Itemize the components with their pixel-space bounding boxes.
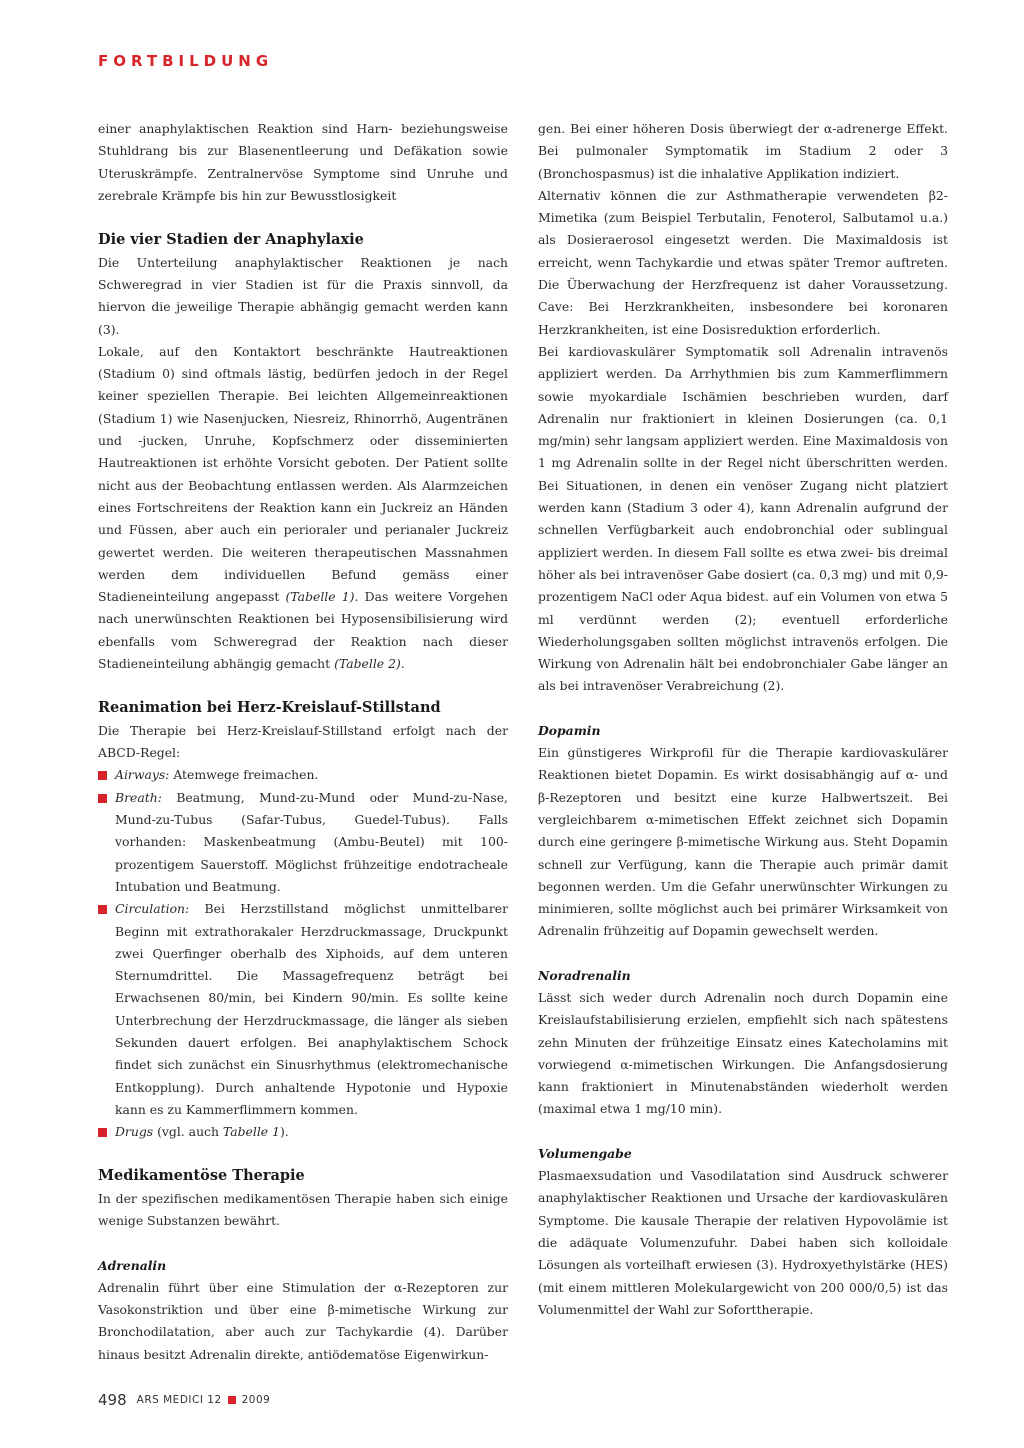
bullet-drugs — [98, 1121, 508, 1143]
bullet-airways — [98, 764, 508, 786]
heading-volumengabe: Volumengabe — [538, 1145, 632, 1161]
bullet-text: Bei Herzstillstand möglichst unmittelbarer Beginn mit extrathorakaler Herzdruckmassage, Druckpunkt zwei Querfinger oberhalb des Xiphoids, auf dem unteren Sternumdrittel. Die Massagefrequenz beträgt bei Erwachsenen 80/min, bei Kindern 90/min. Es sollte keine Unterbrechung der Herzdruckmassage, die länger als sieben Sekunden dauert erfolgen. Bei anaphylaktischem Schock findet sich zunächst ein Sinusrhythmus (elektromechanische Entkopplung). Durch anhaltende Hypotonie und Hypoxie kann es zu Kammerflimmern kommen. — [115, 901, 508, 1117]
bullet-square-icon — [98, 771, 107, 780]
heading-adrenalin: Adrenalin — [98, 1257, 167, 1273]
paragraph-dopamin: Ein günstigeres Wirkprofil für die Therapie kardiovaskulärer Reaktionen bietet Dopamin. Es wirkt dosisabhängig auf α- und β-Rezeptoren und besitzt eine kurze Halbwertszeit. Bei vergleichbarem α-mimetischen Effekt zeichnet sich Dopamin durch eine geringere β-mimetische Wirkung aus. Steht Dopamin schnell zur Verfügung, kann die Therapie auch primär damit begonnen werden. Um die Gefahr unerwünschter Wirkungen zu minimieren, sollte möglichst auch bei primärer Wirksamkeit von Adrenalin frühzeitig auf Dopamin gewechselt werden. — [538, 745, 948, 939]
section-header: FORTBILDUNG — [98, 52, 274, 70]
bullet-text: Beatmung, Mund-zu-Mund oder Mund-zu-Nase, Mund-zu-Tubus (Safar-Tubus, Guedel-Tubus). Falls vorhanden: Maskenbeatmung (Ambu-Beutel) mit 100-prozentigem Sauerstoff. Möglichst frühzeitige endotracheale Intubation und Beatmung. — [115, 789, 508, 894]
heading-reanimation: Reanimation bei Herz-Kreislauf-Stillstand — [98, 699, 441, 717]
paragraph-intro: einer anaphylaktischen Reaktion sind Harn- beziehungsweise Stuhldrang bis zur Blasenentleerung und Defäkation sowie Uteruskrämpfe. Zentralnervöse Symptome sind Unruhe und zerebrale Krämpfe bis hin zur Bewusstlosigkeit — [98, 121, 508, 203]
paragraph-adrenalin-cont-2: Alternativ können die zur Asthmatherapie verwendeten β2-Mimetika (zum Beispiel Terbutalin, Fenoterol, Salbutamol u.a.) als Dosieraerosol eingesetzt werden. Die Maximaldosis ist erreicht, wenn Tachykardie und etwas später Tremor auftreten. Die Überwachung der Herzfrequenz ist daher Voraussetzung. Cave: Bei Herzkrankheiten, insbesondere bei koronaren Herzkrankheiten, ist eine Dosisreduktion erforderlich. — [538, 187, 948, 337]
bullet-square-icon — [98, 794, 107, 803]
paragraph-noradrenalin: Lässt sich weder durch Adrenalin noch durch Dopamin eine Kreislaufstabilisierung erzielen, empfiehlt sich nach spätestens zehn Minuten der frühzeitige Einsatz eines Katecholamins mit vorwiegend α-mimetischen Wirkungen. Die Anfangsdosierung kann fraktioniert in Minutenabständen wiederholt werden (maximal etwa 1 mg/10 min). — [538, 989, 948, 1117]
stadien-text-b: . Das weitere Vorgehen nach unerwünschten Reaktionen bei Hyposensibilisierung wird ebenfalls vom Schweregrad der Reaktion nach dieser Stadieneinteilung abhängig gemacht — [98, 589, 508, 672]
stadien-text-c: . — [400, 656, 405, 672]
journal-year: 2009 — [241, 1394, 271, 1406]
page-footer — [98, 1391, 270, 1409]
heading-medikamentoese: Medikamentöse Therapie — [98, 1167, 305, 1185]
page-number: 498 — [98, 1391, 127, 1409]
paragraph-stadien-1: Die Unterteilung anaphylaktischer Reaktionen je nach Schweregrad in vier Stadien ist für die Praxis sinnvoll, da hiervon die jeweilige Therapie abhängig gemacht werden kann (3). — [98, 254, 508, 337]
paragraph-adrenalin-cont-3: Bei kardiovaskulärer Symptomatik soll Adrenalin intravenös appliziert werden. Da Arrhythmien bis zum Kammerflimmern sowie myokardiale Ischämien beschrieben wurden, darf Adrenalin nur fraktioniert in kleinen Dosierungen (ca. 0,1 mg/min) sehr langsam appliziert werden. Eine Maximaldosis von 1 mg Adrenalin sollte in der Regel nicht überschritten werden. Bei Situationen, in denen ein venöser Zugang nicht platziert werden kann (Stadium 3 oder 4), kann Adrenalin aufgrund der schnellen Verfügbarkeit auch endobronchial oder sublingual appliziert werden. In diesem Fall sollte es etwa zwei- bis dreimal höher als bei intravenöser Gabe dosiert (ca. 0,3 mg) und mit 0,9-prozentigem NaCl oder Aqua bidest. auf ein Volumen von etwa 5 ml verdünnt werden (2); eventuell erforderliche Wiederholungsgaben sollten möglichst intravenös erfolgen. Die Wirkung von Adrenalin hält bei endobronchialer Gabe länger an als bei intravenöser Verabreichung (2). — [538, 343, 948, 694]
paragraph-adrenalin-cont-1: gen. Bei einer höheren Dosis überwiegt der α-adrenerge Effekt. Bei pulmonaler Symptomatik im Stadium 2 oder 3 (Bronchospasmus) ist die inhalative Applikation indiziert. — [538, 121, 948, 181]
bullet-square-icon — [98, 1128, 107, 1137]
bullet-text: (vgl. auch — [153, 1124, 223, 1140]
bullet-term: Breath: — [115, 789, 162, 805]
paragraph-adrenalin: Adrenalin führt über eine Stimulation der α-Rezeptoren zur Vasokonstriktion und über eine β-mimetische Wirkung zur Bronchodilatation, aber auch zur Tachykardie (4). Darüber hinaus besitzt Adrenalin direkte, antiödematöse Eigenwirkun- — [98, 1279, 508, 1362]
heading-dopamin: Dopamin — [538, 722, 601, 738]
bullet-circulation — [98, 898, 508, 1121]
bullet-breath — [98, 787, 508, 898]
paragraph-medikamentoese: In der spezifischen medikamentösen Therapie haben sich einige wenige Substanzen bewährt. — [98, 1190, 508, 1229]
right-column — [538, 118, 948, 1321]
bullet-reference: Tabelle 1 — [222, 1124, 280, 1140]
left-column — [98, 118, 508, 1366]
paragraph-volumengabe: Plasmaexsudation und Vasodilatation sind Ausdruck schwerer anaphylaktischer Reaktionen und Ursache der kardiovaskulären Symptome. Die kausale Therapie der relativen Hypovolämie ist die adäquate Volumenzufuhr. Dabei haben sich kolloidale Lösungen als vorteilhaft erwiesen (3). Hydroxyethylstärke (HES) (mit einem mittleren Molekulargewicht von 200 000/0,5) ist das Volumenmittel der Wahl zur Soforttherapie. — [538, 1168, 948, 1317]
bullet-term: Circulation: — [115, 901, 190, 917]
separator-square-icon — [228, 1396, 236, 1404]
bullet-end: ). — [279, 1124, 289, 1140]
paragraph-reanimation: Die Therapie bei Herz-Kreislauf-Stillstand erfolgt nach der ABCD-Regel: — [98, 722, 508, 761]
bullet-text: Atemwege freimachen. — [169, 767, 319, 783]
heading-stadien: Die vier Stadien der Anaphylaxie — [98, 231, 364, 249]
bullet-square-icon — [98, 905, 107, 914]
journal-name: ARS MEDICI 12 — [136, 1394, 222, 1406]
table-2-reference: (Tabelle 2) — [334, 656, 401, 672]
paragraph-stadien-2 — [98, 341, 508, 675]
heading-noradrenalin: Noradrenalin — [538, 967, 631, 983]
stadien-text-a: Lokale, auf den Kontaktort beschränkte Hautreaktionen (Stadium 0) sind oftmals lästig, bedürfen jedoch in der Regel keiner speziellen Therapie. Bei leichten Allgemeinreaktionen (Stadium 1) wie Nasenjucken, Niesreiz, Rhinorrhö, Augentränen und -jucken, Unruhe, Kopfschmerz oder disseminierten Hautreaktionen ist erhöhte Vorsicht geboten. Der Patient sollte nicht aus der Beobachtung entlassen werden. Als Alarmzeichen eines Fortschreitens der Reaktion kann ein Juckreiz an Händen und Füssen, aber auch ein perioraler und perianaler Juckreiz gewertet werden. Die weiteren therapeutischen Massnahmen werden dem individuellen Befund gemäss einer Stadieneinteilung angepasst — [98, 343, 508, 605]
bullet-term: Airways: — [115, 767, 170, 783]
table-1-reference: (Tabelle 1) — [285, 589, 355, 605]
bullet-term: Drugs — [115, 1124, 154, 1140]
